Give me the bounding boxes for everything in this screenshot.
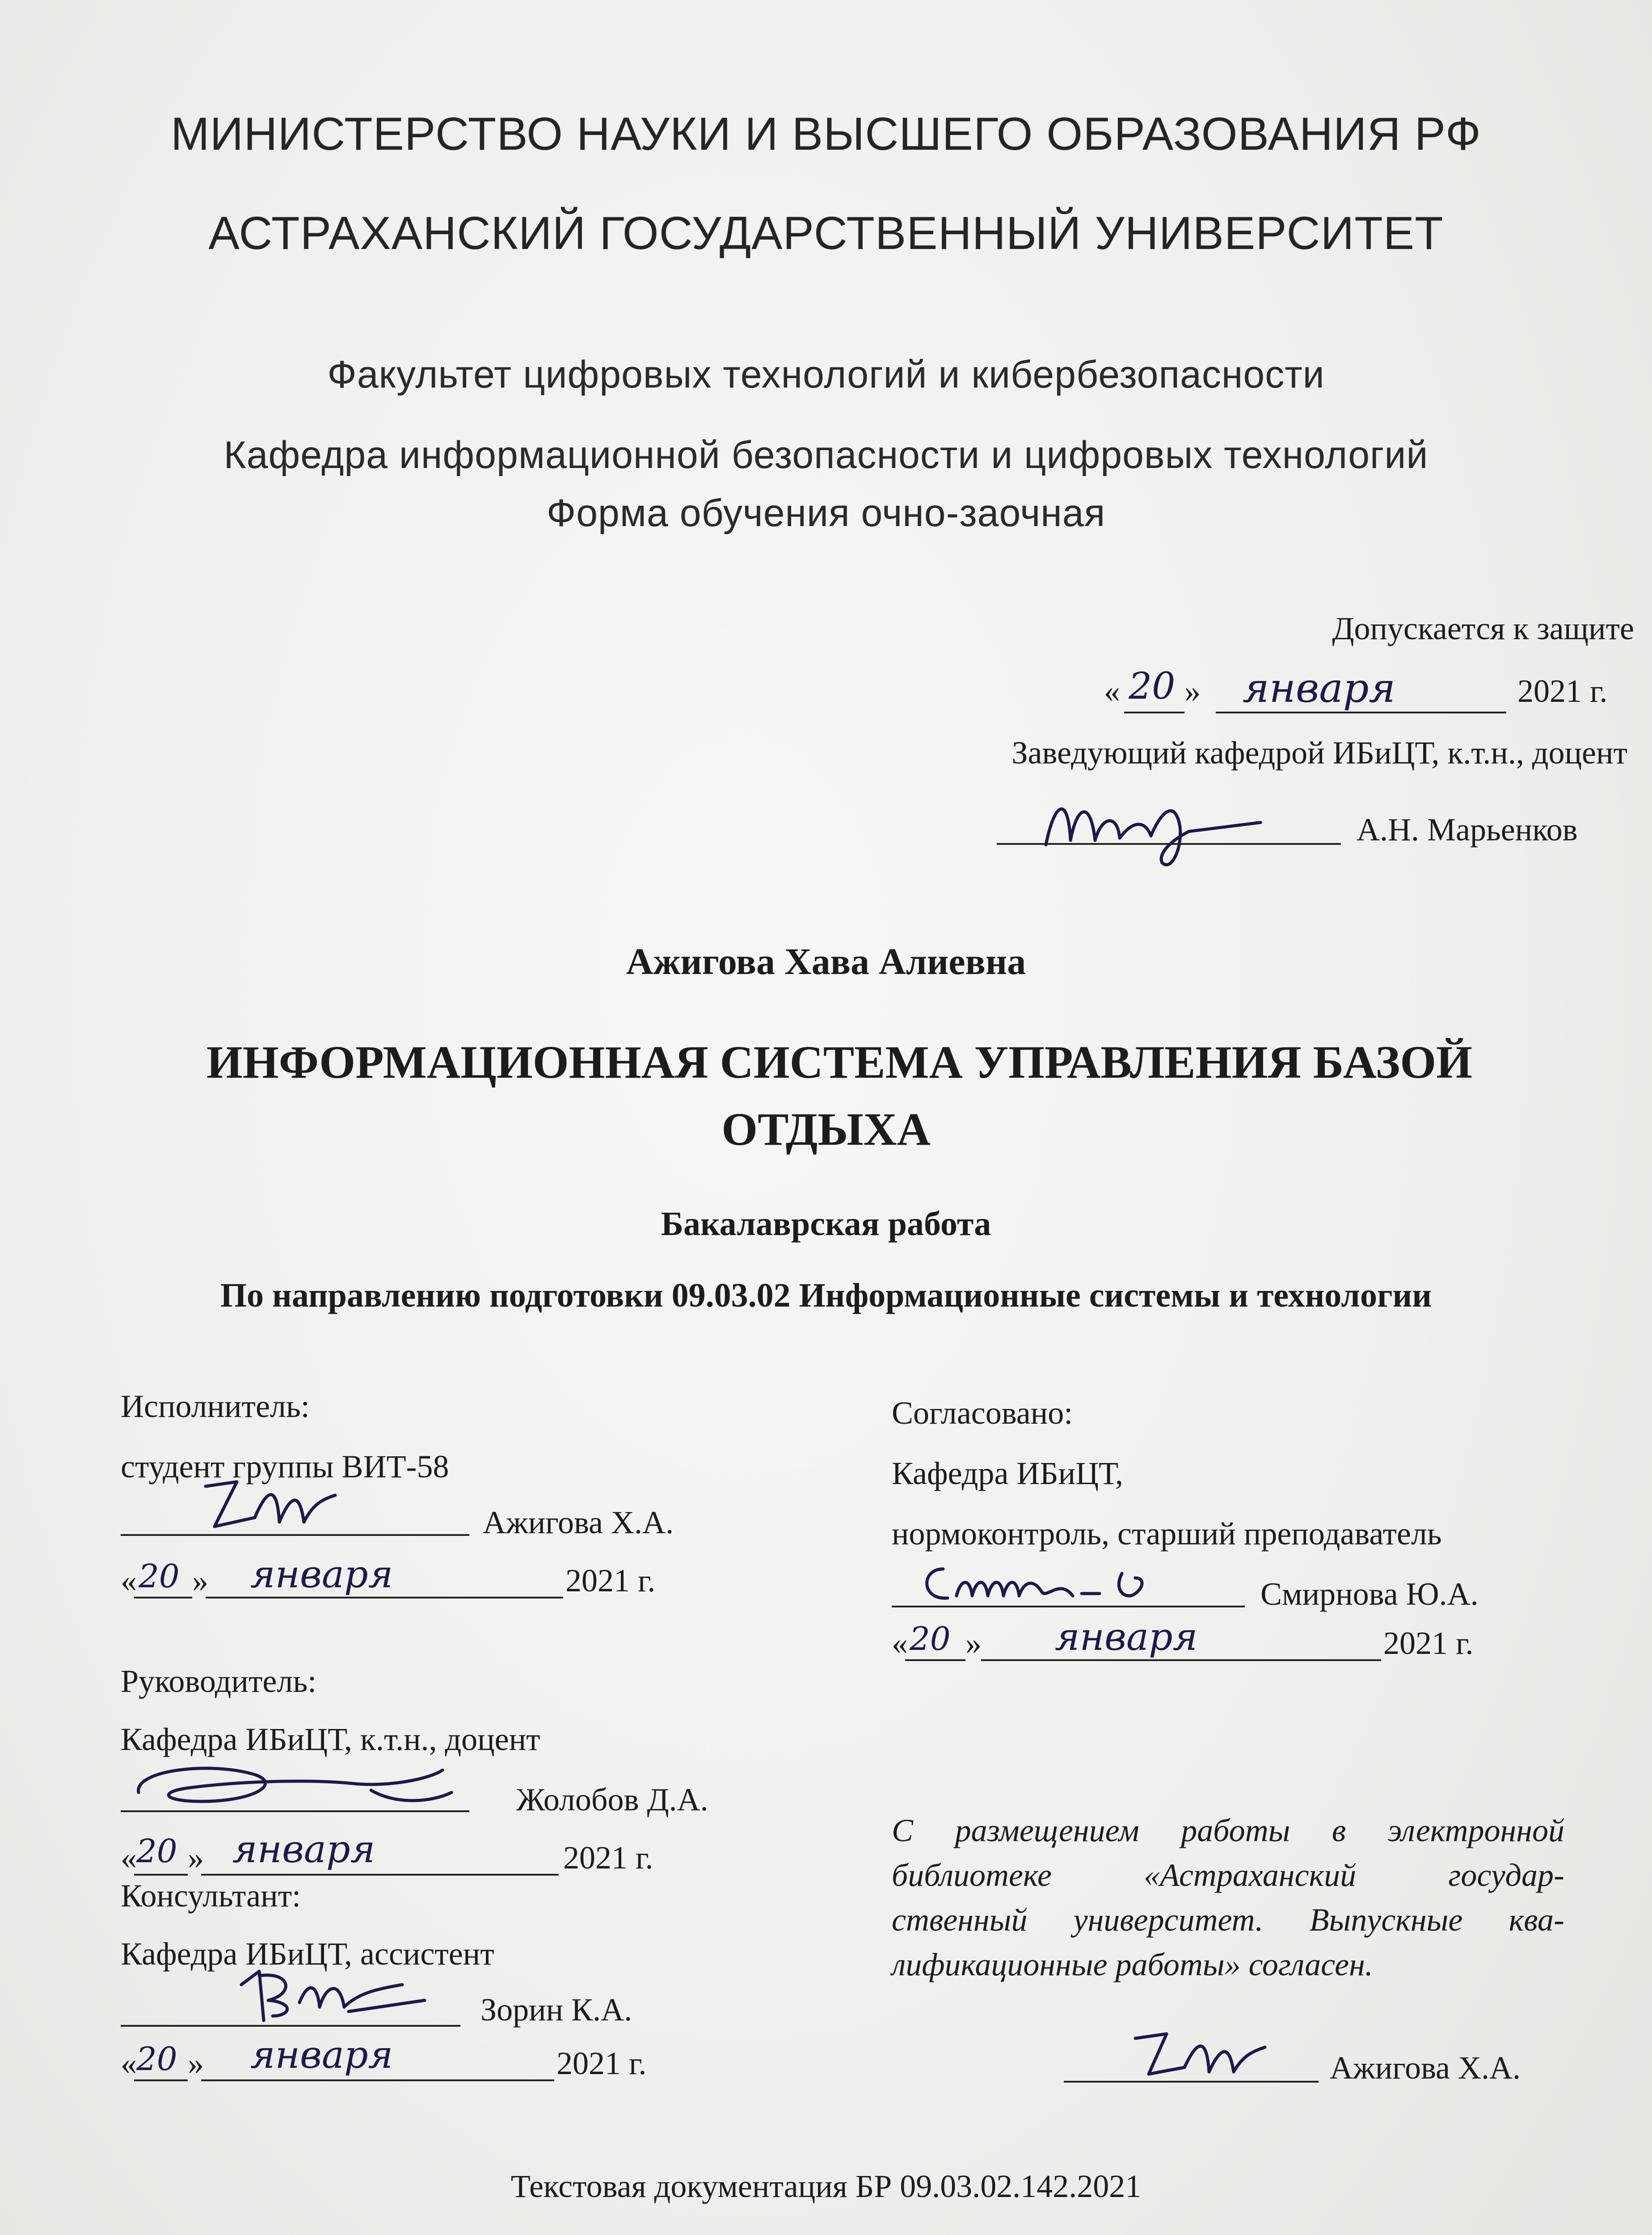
- executor-date-close: »: [192, 1563, 208, 1598]
- executor-year: 2021 г.: [565, 1563, 656, 1598]
- supervisor-date-close: »: [188, 1840, 204, 1876]
- executor-month-line: [206, 1597, 563, 1598]
- approval-date-open: «: [1104, 673, 1120, 709]
- executor-signature-image: [188, 1468, 349, 1540]
- head-of-department-title: Заведующий кафедрой ИБиЦТ, к.т.н., доцент: [1011, 735, 1627, 771]
- executor-date-open: «: [121, 1563, 137, 1598]
- consent-name: Ажигова Х.А.: [1330, 2050, 1521, 2086]
- supervisor-year: 2021 г.: [563, 1840, 653, 1876]
- executor-label: Исполнитель:: [121, 1388, 310, 1424]
- supervisor-month-handwritten: января: [232, 1827, 375, 1871]
- consultant-date-close: »: [188, 2045, 204, 2081]
- approval-month-handwritten: января: [1243, 665, 1396, 712]
- library-consent-line2: библиотеке «Астраханский государ-: [892, 1857, 1564, 1893]
- agreed-label: Согласовано:: [892, 1395, 1073, 1431]
- agreed-month-line: [981, 1659, 1381, 1661]
- author-name: Ажигова Хава Алиевна: [626, 941, 1026, 983]
- work-type: Бакалаврская работа: [661, 1205, 991, 1243]
- library-consent-line1: С размещением работы в электронной: [892, 1813, 1564, 1848]
- supervisor-label: Руководитель:: [121, 1663, 317, 1699]
- faculty-heading: Факультет цифровых технологий и кибербезопасности: [327, 353, 1325, 396]
- supervisor-name: Жолобов Д.А.: [516, 1782, 708, 1818]
- executor-day-handwritten: 20: [139, 1557, 180, 1595]
- consultant-month-line: [201, 2079, 554, 2081]
- executor-day-line: [134, 1597, 192, 1598]
- library-consent-line4: лификационные работы» согласен.: [892, 1947, 1373, 1982]
- supervisor-department: Кафедра ИБиЦТ, к.т.н., доцент: [121, 1721, 540, 1757]
- consultant-signature-image: [215, 1958, 447, 2034]
- consultant-department: Кафедра ИБиЦТ, ассистент: [121, 1936, 494, 1972]
- executor-group: студент группы ВИТ-58: [121, 1449, 449, 1484]
- thesis-title-line2: ОТДЫХА: [721, 1104, 931, 1155]
- executor-name: Ажигова Х.А.: [483, 1505, 674, 1540]
- approval-day-line: [1124, 712, 1184, 713]
- ministry-heading: МИНИСТЕРСТВО НАУКИ И ВЫСШЕГО ОБРАЗОВАНИЯ РФ: [171, 108, 1481, 160]
- agreed-department: Кафедра ИБиЦТ,: [892, 1455, 1123, 1491]
- library-consent-line3: ственный университет. Выпускные ква-: [892, 1902, 1564, 1938]
- document-code: Текстовая документация БР 09.03.02.142.2021: [510, 2168, 1142, 2204]
- supervisor-month-line: [201, 1874, 559, 1876]
- approval-day-handwritten: 20: [1129, 665, 1176, 708]
- admitted-label: Допускается к защите: [1332, 611, 1634, 646]
- consent-signature-image: [1117, 2020, 1278, 2087]
- approval-month-line: [1216, 712, 1506, 713]
- supervisor-date-open: «: [121, 1840, 137, 1876]
- supervisor-signature-image: [121, 1752, 460, 1819]
- consultant-label: Консультант:: [121, 1878, 301, 1914]
- approval-year: 2021 г.: [1517, 673, 1608, 709]
- agreed-year: 2021 г.: [1383, 1625, 1474, 1661]
- consultant-day-handwritten: 20: [136, 2040, 177, 2078]
- consultant-month-handwritten: января: [250, 2033, 393, 2077]
- approval-date-close: »: [1184, 673, 1201, 709]
- thesis-title-line1: ИНФОРМАЦИОННАЯ СИСТЕМА УПРАВЛЕНИЯ БАЗОЙ: [206, 1037, 1473, 1088]
- agreed-role: нормоконтроль, старший преподаватель: [892, 1516, 1442, 1552]
- agreed-month-handwritten: января: [1055, 1615, 1198, 1659]
- consultant-name: Зорин К.А.: [480, 1992, 632, 2028]
- executor-month-handwritten: января: [250, 1552, 393, 1596]
- agreed-signature-image: [912, 1551, 1198, 1614]
- supervisor-day-handwritten: 20: [136, 1832, 177, 1870]
- head-signature-image: [1028, 773, 1278, 876]
- library-consent-text: [892, 1808, 1564, 1987]
- study-direction: По направлению подготовки 09.03.02 Информационные системы и технологии: [220, 1277, 1432, 1314]
- agreed-day-handwritten: 20: [910, 1620, 951, 1657]
- consultant-date-open: «: [121, 2045, 137, 2081]
- department-heading: Кафедра информационной безопасности и цифровых технологий: [223, 434, 1429, 477]
- head-name: А.Н. Марьенков: [1357, 812, 1578, 848]
- supervisor-day-line: [134, 1874, 188, 1876]
- agreed-date-close: »: [965, 1625, 982, 1661]
- consultant-year: 2021 г.: [556, 2045, 647, 2081]
- consultant-day-line: [134, 2079, 188, 2081]
- agreed-name: Смирнова Ю.А.: [1260, 1576, 1479, 1612]
- university-heading: АСТРАХАНСКИЙ ГОСУДАРСТВЕННЫЙ УНИВЕРСИТЕТ: [208, 207, 1444, 259]
- agreed-day-line: [905, 1659, 965, 1661]
- study-form-heading: Форма обучения очно-заочная: [546, 492, 1106, 535]
- agreed-date-open: «: [892, 1625, 908, 1661]
